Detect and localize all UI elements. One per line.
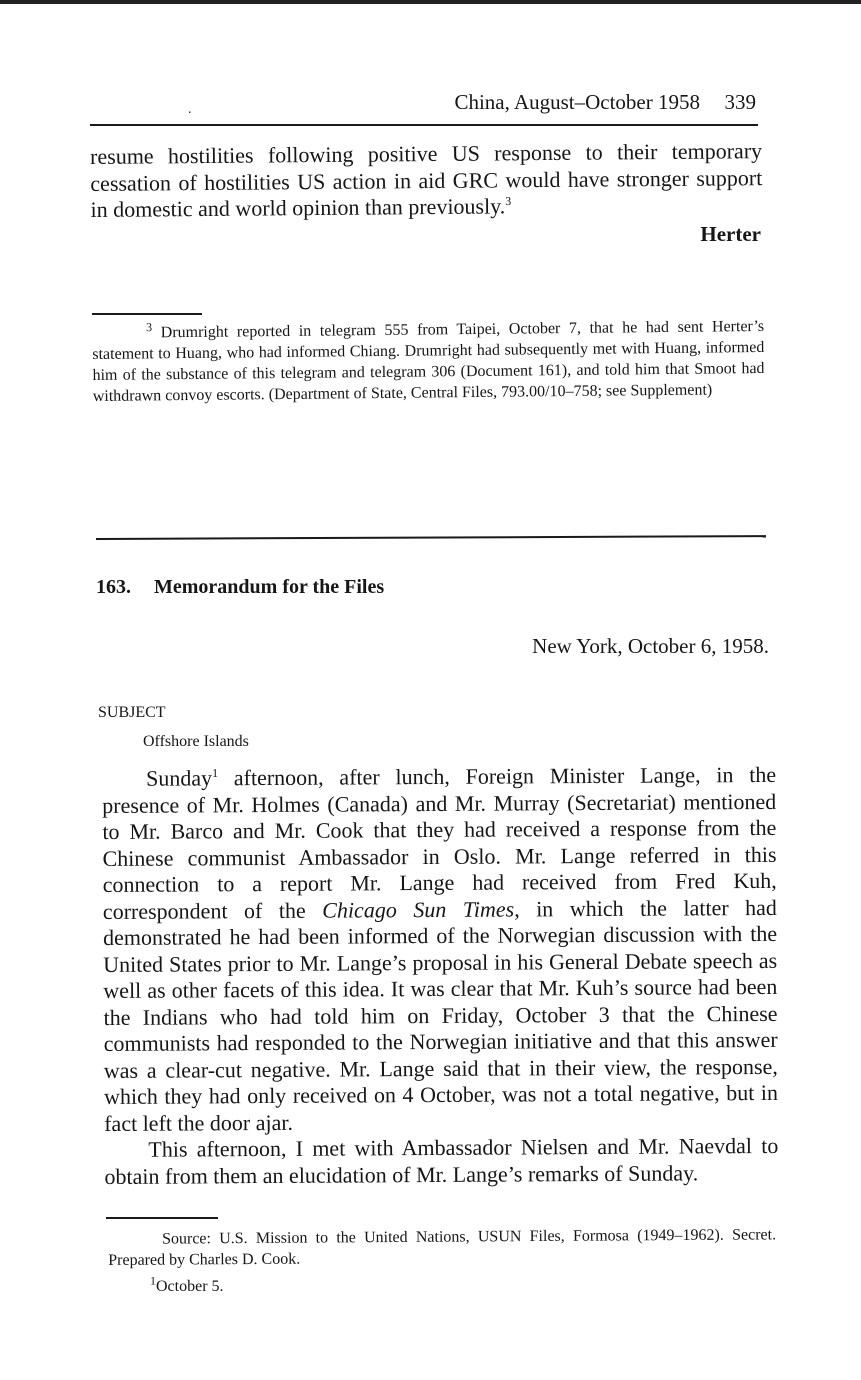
memorandum-body — [102, 762, 779, 1190]
footnote-1 — [150, 1273, 224, 1296]
signature: Herter — [700, 222, 761, 246]
footnote-3-text: Drumright reported in telegram 555 from Taipei, October 7, that he had sent Herter’s statement to Huang, who had informed Chiang. Drumright had subsequently met with Huang, informed him of the substance of this telegram and telegram 306 (Document 161), and told him that Smoot had withdrawn convoy escorts. (Department of State, Central Files, 793.00/10–758; see Supplement) — [92, 317, 765, 405]
document-number: 163. — [96, 576, 131, 598]
source-footnote-rule — [106, 1217, 218, 1219]
paragraph-2: This afternoon, I met with Ambassador Nielsen and Mr. Naevdal to obtain from them an elucidation of Mr. Lange’s remarks of Sunday. — [104, 1132, 779, 1189]
document-separator-rule — [96, 535, 766, 540]
subject-label: SUBJECT — [98, 704, 166, 721]
subject-value: Offshore Islands — [143, 733, 249, 750]
footnote-3 — [92, 316, 765, 407]
footnote-rule — [92, 313, 202, 315]
footnote-1-text: October 5. — [156, 1278, 224, 1295]
source-note — [108, 1224, 776, 1271]
closing-paragraph — [90, 138, 763, 223]
paragraph-1 — [102, 762, 778, 1137]
paragraph-1-part-b: , in which the latter had demonstrated he had been informed of the Norwegian discussion with the United States prior to Mr. Lange’s proposal in his General Debate speech as well as other facets of this idea. It was clear that Mr. Kuh’s source had been the Indians who had told him on Friday, October 3 that the Chinese communists had responded to the Norwegian initiative and that this answer was a clear-cut negative. Mr. Lange said that in their view, the response, which they had only received on 4 October, was not a total negative, but in fact left the door ajar. — [102, 894, 779, 1136]
footnote-ref-3: 3 — [505, 193, 512, 209]
running-head-dot: . — [188, 102, 192, 117]
closing-text: resume hostilities following positive US response to their temporary cessation of hostilities US action in aid GRC would have stronger support in domestic and world opinion than previously. — [90, 138, 763, 222]
running-head-title: China, August–October 1958 — [454, 90, 700, 114]
footnote-ref-1: 1 — [212, 765, 219, 780]
running-head — [90, 88, 758, 126]
page-number: 339 — [724, 90, 756, 114]
footnote-3-marker: 3 — [145, 320, 153, 335]
page-top-edge — [0, 0, 861, 4]
paragraph-1-start: Sunday — [145, 765, 213, 791]
newspaper-title: Chicago Sun Times — [322, 895, 515, 923]
source-note-text: Source: U.S. Mission to the United Nations, USUN Files, Formosa (1949–1962). Secret. Prepared by Charles D. Cook. — [108, 1226, 777, 1269]
footnote-1-marker: 1 — [150, 1273, 156, 1288]
previous-document-continuation — [90, 138, 763, 223]
paragraph-1-part-a: afternoon, after lunch, Foreign Minister Lange, in the presence of Mr. Holmes (Canada) and Mr. Murray (Secretariat) mentioned to Mr. Barco and Mr. Cook that they had received a response from the Chinese communist Ambassador in Oslo. Mr. Lange referred in this connection to a report Mr. Lange had received from Fred Kuh, correspondent of the — [102, 761, 777, 924]
dateline: New York, October 6, 1958. — [532, 634, 769, 658]
document-heading — [96, 576, 384, 599]
document-title: Memorandum for the Files — [154, 576, 385, 598]
footnote-3-paragraph — [92, 316, 765, 407]
